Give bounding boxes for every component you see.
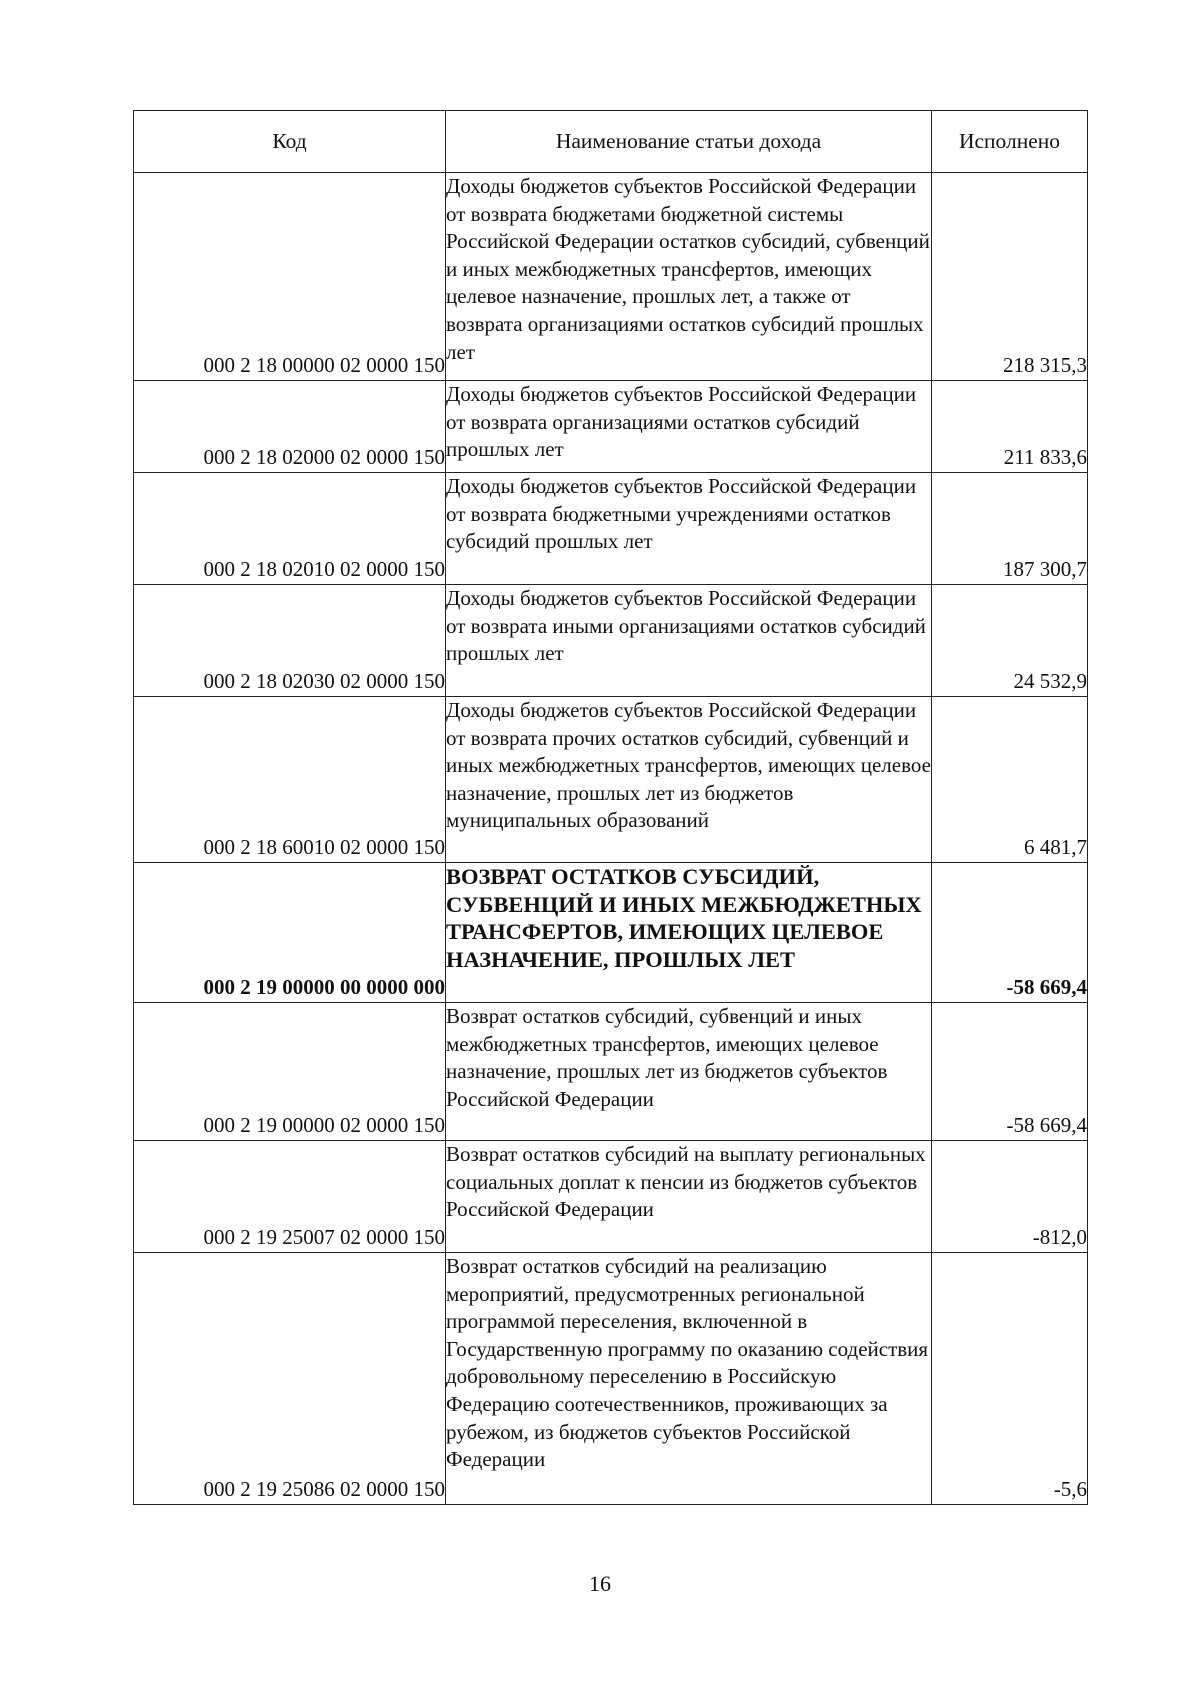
- row-code: 000 2 19 25086 02 0000 150: [134, 1253, 446, 1505]
- row-amount: 211 833,6: [932, 381, 1088, 473]
- row-name: Доходы бюджетов субъектов Российской Федерации от возврата иными организациями остатков субсидий прошлых лет: [446, 585, 932, 697]
- table-row: [134, 697, 1088, 863]
- row-code: 000 2 19 25007 02 0000 150: [134, 1141, 446, 1253]
- row-name: Возврат остатков субсидий на выплату региональных социальных доплат к пенсии из бюджетов субъектов Российской Федерации: [446, 1141, 932, 1253]
- row-amount: -58 669,4: [932, 863, 1088, 1003]
- table-body: [134, 173, 1088, 1505]
- row-code: 000 2 18 60010 02 0000 150: [134, 697, 446, 863]
- table-row-section: [134, 863, 1088, 1003]
- row-name: Доходы бюджетов субъектов Российской Федерации от возврата бюджетными учреждениями остатков субсидий прошлых лет: [446, 473, 932, 585]
- row-amount: 24 532,9: [932, 585, 1088, 697]
- header-code: Код: [134, 111, 446, 173]
- row-amount: -5,6: [932, 1253, 1088, 1505]
- page-number: 16: [589, 1571, 611, 1596]
- table-row: [134, 1253, 1088, 1505]
- row-code: 000 2 18 02030 02 0000 150: [134, 585, 446, 697]
- row-amount: -58 669,4: [932, 1003, 1088, 1141]
- row-code: 000 2 19 00000 02 0000 150: [134, 1003, 446, 1141]
- table-row: [134, 473, 1088, 585]
- row-amount: 218 315,3: [932, 173, 1088, 381]
- table-row: [134, 1141, 1088, 1253]
- header-amount: Исполнено: [932, 111, 1088, 173]
- header-row: [134, 111, 1088, 173]
- table-row: [134, 381, 1088, 473]
- row-name: Доходы бюджетов субъектов Российской Федерации от возврата организациями остатков субсидий прошлых лет: [446, 381, 932, 473]
- row-name: Доходы бюджетов субъектов Российской Федерации от возврата бюджетами бюджетной системы Российской Федерации остатков субсидий, субвенций и иных межбюджетных трансфертов, имеющих целевое назначение, прошлых лет, а также от возврата организациями остатков субсидий прошлых лет: [446, 173, 932, 381]
- row-amount: 6 481,7: [932, 697, 1088, 863]
- row-code: 000 2 18 02000 02 0000 150: [134, 381, 446, 473]
- table-row: [134, 585, 1088, 697]
- table-row: [134, 173, 1088, 381]
- income-table: [133, 110, 1088, 1505]
- table-header: [134, 111, 1088, 173]
- table-row: [134, 1003, 1088, 1141]
- row-code: 000 2 19 00000 00 0000 000: [134, 863, 446, 1003]
- row-name: ВОЗВРАТ ОСТАТКОВ СУБСИДИЙ, СУБВЕНЦИЙ И ИНЫХ МЕЖБЮДЖЕТНЫХ ТРАНСФЕРТОВ, ИМЕЮЩИХ ЦЕЛЕВОЕ НАЗНАЧЕНИЕ, ПРОШЛЫХ ЛЕТ: [446, 863, 932, 1003]
- row-name: Возврат остатков субсидий, субвенций и иных межбюджетных трансфертов, имеющих целевое назначение, прошлых лет из бюджетов субъектов Российской Федерации: [446, 1003, 932, 1141]
- row-code: 000 2 18 02010 02 0000 150: [134, 473, 446, 585]
- row-code: 000 2 18 00000 02 0000 150: [134, 173, 446, 381]
- row-amount: -812,0: [932, 1141, 1088, 1253]
- header-name: Наименование статьи дохода: [446, 111, 932, 173]
- row-name: Доходы бюджетов субъектов Российской Федерации от возврата прочих остатков субсидий, субвенций и иных межбюджетных трансфертов, имеющих целевое назначение, прошлых лет из бюджетов муниципальных образований: [446, 697, 932, 863]
- row-amount: 187 300,7: [932, 473, 1088, 585]
- row-name: Возврат остатков субсидий на реализацию мероприятий, предусмотренных региональной программой переселения, включенной в Государственную программу по оказанию содействия добровольному переселению в Российскую Федерацию соотечественников, проживающих за рубежом, из бюджетов субъектов Российской Федерации: [446, 1253, 932, 1505]
